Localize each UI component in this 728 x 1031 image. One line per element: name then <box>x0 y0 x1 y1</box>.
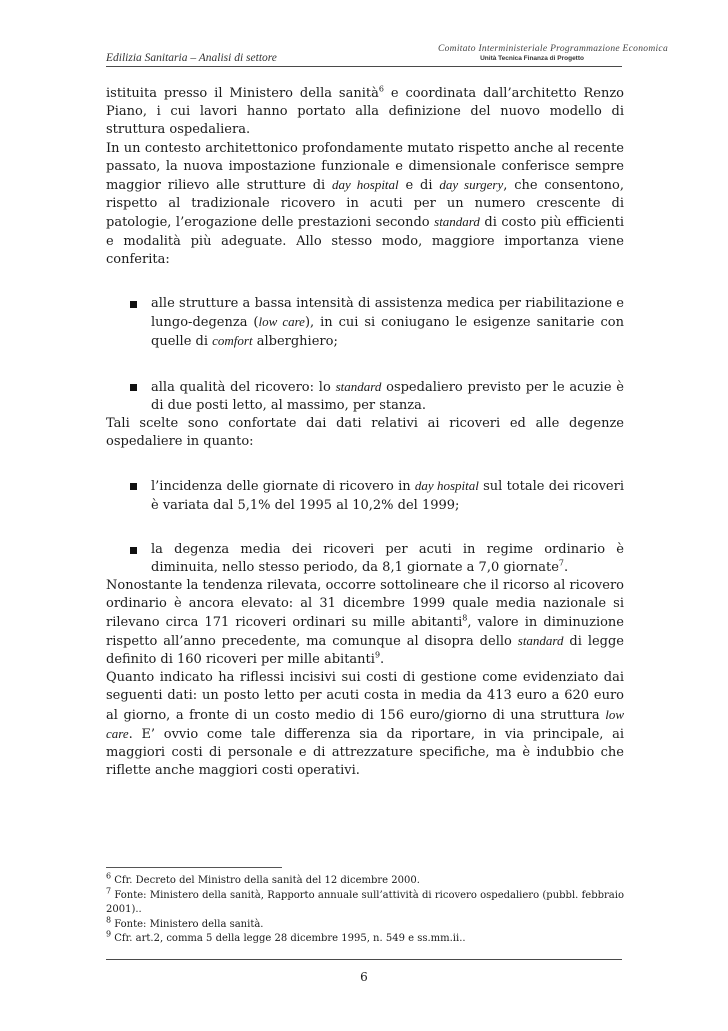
footnote-7: $^7$ Fonte: Ministero della sanità, Rapporto annuale sull’attività di ricovero ospedaliero (pubbl. febbraio 2001).. <box>106 886 624 916</box>
footnote-ref-7: 7 <box>558 558 565 568</box>
list-item: alla qualità del ricovero: lo standard ospedaliero previsto per le acuzie è di due posti letto, al massimo, per stanza. <box>106 378 624 415</box>
page-number: 6 <box>360 970 368 984</box>
bullet-list-2 <box>106 477 624 577</box>
paragraph-5: Quanto indicato ha riflessi incisivi sui costi di gestione come evidenziato dai seguenti dati: un posto letto per acuti costa in media da 413 euro a 620 euro al giorno, a fronte di un costo medio di 156 euro/giorno di una struttura low care. E’ ovvio come tale differenza sia da riportare, in via principale, ai maggiori costi di personale e di attrezzature specifiche, ma è indubbio che riflette anche maggiori costi operativi. <box>106 670 624 779</box>
footnote-ref-8: 8 <box>462 613 468 623</box>
page-header <box>106 40 668 66</box>
footer-divider <box>106 959 622 960</box>
header-title: Edilizia Sanitaria – Analisi di settore <box>106 52 277 64</box>
bullet-square-icon <box>130 301 137 308</box>
list-item: l’incidenza delle giornate di ricovero in day hospital sul totale dei ricoveri è variata dal 5,1% del 1995 al 10,2% del 1999; <box>106 477 624 514</box>
list-item: alle strutture a bassa intensità di assistenza medica per riabilitazione e lungo-degenza (low care), in cui si coniugano le esigenze sanitarie con quelle di comfort alberghiero; <box>106 295 624 352</box>
logo-line-1: Comitato Interministeriale Programmazione Economica <box>438 44 668 54</box>
footnote-ref-6: 6 <box>378 84 384 94</box>
footnote-ref-9: 9 <box>374 650 381 660</box>
bullet-square-icon <box>130 384 137 391</box>
bullet-square-icon <box>130 547 137 554</box>
paragraph-1: istituita presso il Ministero della sanità$^6$ e coordinata dall’architetto Renzo Piano, i cui lavori hanno portato alla definizione del nuovo modello di struttura ospedaliera. <box>106 84 625 138</box>
bullet-square-icon <box>130 483 137 490</box>
header-logo <box>438 44 668 62</box>
logo-line-2: Unità Tecnica Finanza di Progetto <box>480 55 584 62</box>
footnote-divider <box>106 867 282 868</box>
list-item: la degenza media dei ricoveri per acuti in regime ordinario è diminuita, nello stesso periodo, da 8,1 giornate a 7,0 giornate$^7$. <box>106 541 624 577</box>
paragraph-2: In un contesto architettonico profondamente mutato rispetto anche al recente passato, la nuova impostazione funzionale e dimensionale conferisce sempre maggior rilievo alle strutture di day hospital e di day surgery, che consentono, rispetto al tradizionale ricovero in acuti per un numero crescente di patologie, l’erogazione delle prestazioni secondo standard di costo più efficienti e modalità più adeguate. Allo stesso modo, maggiore importanza viene conferita: <box>106 140 624 267</box>
paragraph-4: Nonostante la tendenza rilevata, occorre sottolineare che il ricorso al ricovero ordinario è ancora elevato: al 31 dicembre 1999 quale media nazionale si rilevano circa 171 ricoveri ordinari su mille abitanti$^8$, valore in diminuzione rispetto all’anno precedente, ma comunque al disopra dello standard di legge definito di 160 ricoveri per mille abitanti$^9$. <box>106 578 625 668</box>
footnote-6: $^6$ Cfr. Decreto del Ministro della sanità del 12 dicembre 2000. <box>106 871 420 886</box>
bullet-list-1 <box>106 295 624 415</box>
footnote-9: $^9$ Cfr. art.2, comma 5 della legge 28 dicembre 1995, n. 549 e ss.mm.ii.. <box>106 930 466 945</box>
page-body <box>106 85 624 781</box>
paragraph-3: Tali scelte sono confortate dai dati relativi ai ricoveri ed alle degenze ospedaliere in quanto: <box>106 416 624 450</box>
footnotes <box>106 871 624 947</box>
footnote-8: $^8$ Fonte: Ministero della sanità. <box>106 915 264 930</box>
header-divider <box>106 66 622 67</box>
